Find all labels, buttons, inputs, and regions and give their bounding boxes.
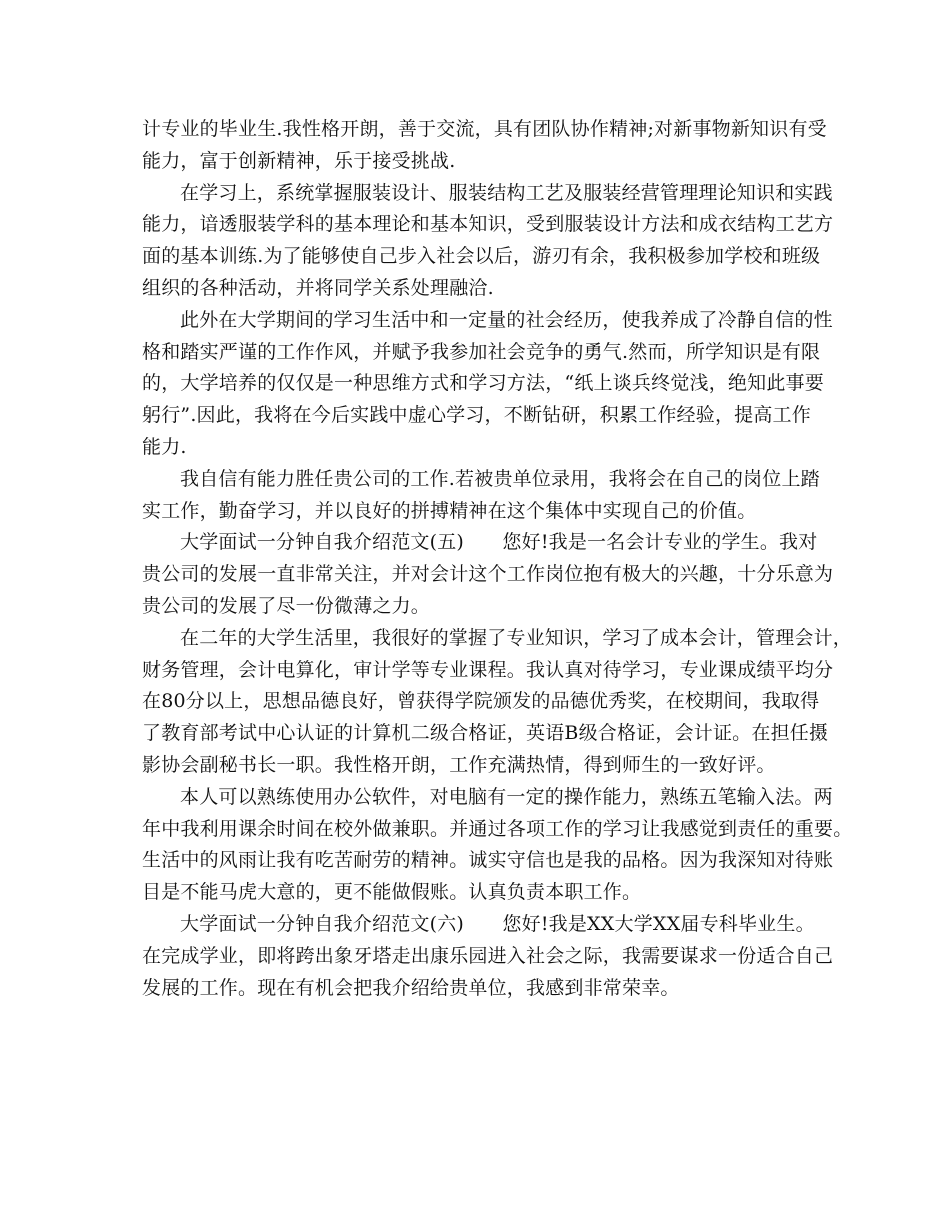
text-line: 影协会副秘书长一职。我性格开朗，工作充满热情，得到师生的一致好评。 [142, 753, 776, 776]
text-line: 能力. [142, 435, 187, 458]
text-line: 在80分以上，思想品德良好，曾获得学院颁发的品德优秀奖，在校期间，我取得 [142, 690, 820, 713]
text-line: 了教育部考试中心认证的计算机二级合格证，英语B级合格证，会计证。在担任摄 [142, 722, 829, 745]
text-line: 生活中的风雨让我有吃苦耐劳的精神。诚实守信也是我的品格。因为我深知对待账 [142, 849, 834, 872]
text-line: 能力，谙透服装学科的基本理论和基本知识，受到服装设计方法和成衣结构工艺方 [142, 213, 834, 236]
document-body [142, 114, 853, 1004]
text-line: 计专业的毕业生.我性格开朗，善于交流，具有团队协作精神;对新事物新知识有受 [142, 118, 827, 140]
text-line: 能力，富于创新精神，乐于接受挑战. [142, 149, 456, 172]
text-line: 组织的各种活动，并将同学关系处理融洽. [142, 276, 494, 299]
text-line: 此外在大学期间的学习生活中和一定量的社会经历，使我养成了冷静自信的性 [180, 308, 833, 331]
text-line: 贵公司的发展一直非常关注，并对会计这个工作岗位抱有极大的兴趣，十分乐意为 [142, 563, 834, 586]
text-line: 大学面试一分钟自我介绍范文(六) 您好!我是XX大学XX届专科毕业生。 [180, 912, 815, 935]
text-line: 发展的工作。现在有机会把我介绍给贵单位，我感到非常荣幸。 [142, 976, 680, 999]
text-line: 面的基本训练.为了能够使自己步入社会以后，游刃有余，我积极参加学校和班级 [142, 245, 821, 268]
text-line: 年中我利用课余时间在校外做兼职。并通过各项工作的学习让我感觉到责任的重要。 [142, 817, 853, 840]
text-line: 在二年的大学生活里，我很好的掌握了专业知识，学习了成本会计，管理会计， [180, 626, 853, 649]
text-line: 目是不能马虎大意的，更不能做假账。认真负责本职工作。 [142, 881, 642, 904]
text-line: 在学习上，系统掌握服装设计、服装结构工艺及服装经营管理理论知识和实践 [180, 181, 833, 204]
text-line: 躬行”.因此，我将在今后实践中虚心学习，不断钻研，积累工作经验，提高工作 [142, 404, 811, 427]
text-line: 我自信有能力胜任贵公司的工作.若被贵单位录用，我将会在自己的岗位上踏 [180, 467, 820, 490]
text-line: 大学面试一分钟自我介绍范文(五) 您好!我是一名会计专业的学生。我对 [180, 531, 818, 554]
text-line: 实工作，勤奋学习，并以良好的拼搏精神在这个集体中实现自己的价值。 [142, 499, 757, 522]
text-line: 的，大学培养的仅仅是一种思维方式和学习方法，“纸上谈兵终觉浅，绝知此事要 [142, 372, 824, 395]
text-line: 本人可以熟练使用办公软件，对电脑有一定的操作能力，熟练五笔输入法。两 [180, 785, 833, 808]
text-line: 格和踏实严谨的工作作风，并赋予我参加社会竞争的勇气.然而，所学知识是有限 [142, 340, 821, 363]
text-line: 贵公司的发展了尽一份微薄之力。 [142, 594, 431, 617]
text-line: 在完成学业，即将跨出象牙塔走出康乐园进入社会之际，我需要谋求一份适合自己 [142, 944, 834, 967]
text-line: 财务管理，会计电算化，审计学等专业课程。我认真对待学习，专业课成绩平均分 [142, 658, 834, 681]
